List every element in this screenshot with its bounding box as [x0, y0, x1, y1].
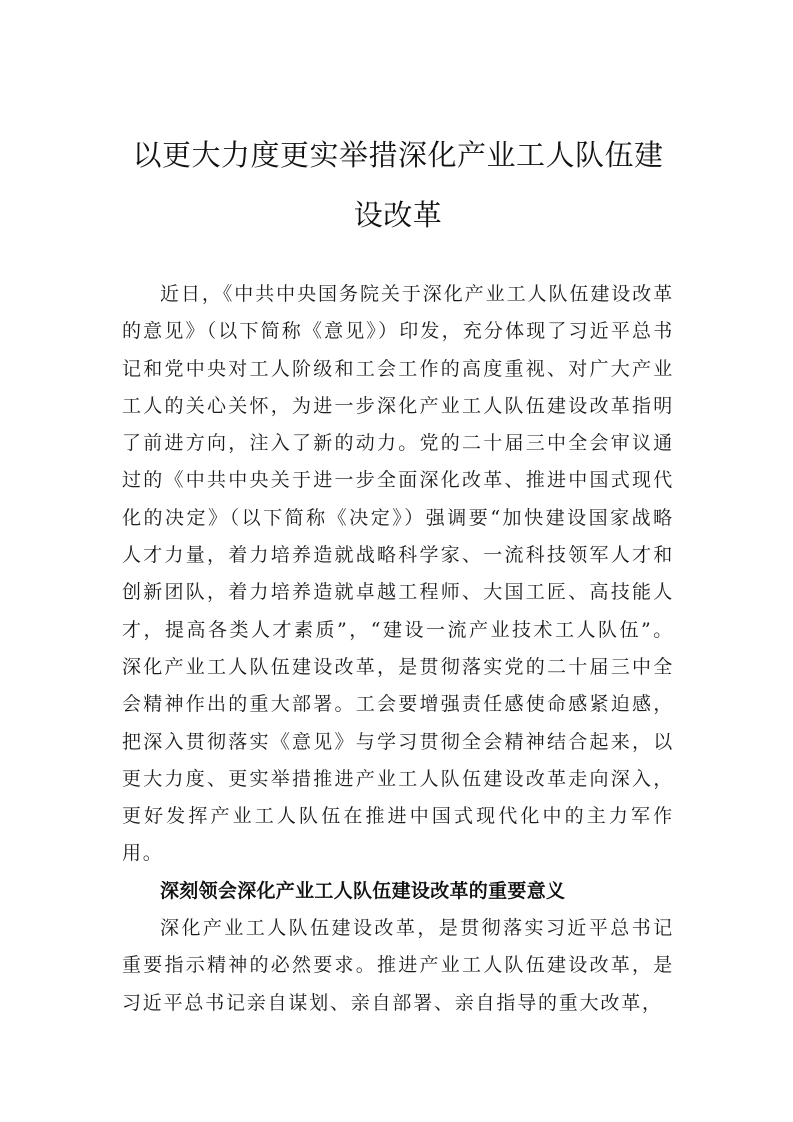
- intro-paragraph: 近日，《中共中央国务院关于深化产业工人队伍建设改革的意见》（以下简称《意见》）印发，充分体现了习近平总书记和党中央对工人阶级和工会工作的高度重视、对广大产业工人的关心关怀，为进一步深化产业工人队伍建设改革指明了前进方向，注入了新的动力。党的二十届三中全会审议通过的《中共中央关于进一步全面深化改革、推进中国式现代化的决定》（以下简称《决定》）强调要“加快建设国家战略人才力量，着力培养造就战略科学家、一流科技领军人才和创新团队，着力培养造就卓越工程师、大国工匠、高技能人才，提高各类人才素质”，“建设一流产业技术工人队伍”。深化产业工人队伍建设改革，是贯彻落实党的二十届三中全会精神作出的重大部署。工会要增强责任感使命感紧迫感，把深入贯彻落实《意见》与学习贯彻全会精神结合起来，以更大力度、更实举措推进产业工人队伍建设改革走向深入，更好发挥产业工人队伍在推进中国式现代化中的主力军作用。: [122, 283, 674, 865]
- section-heading: 深刻领会深化产业工人队伍建设改革的重要意义: [160, 879, 566, 902]
- document-title: [122, 125, 674, 245]
- document-title-line-2: 设改革: [353, 198, 443, 232]
- document-title-line-1: 以更大力度更实举措深化产业工人队伍建: [132, 138, 664, 172]
- section-paragraph: 深化产业工人队伍建设改革，是贯彻落实习近平总书记重要指示精神的必然要求。推进产业工人队伍建设改革，是习近平总书记亲自谋划、亲自部署、亲自指导的重大改革，: [122, 917, 674, 1014]
- document-page: [122, 125, 674, 1022]
- document-body: [122, 276, 674, 1022]
